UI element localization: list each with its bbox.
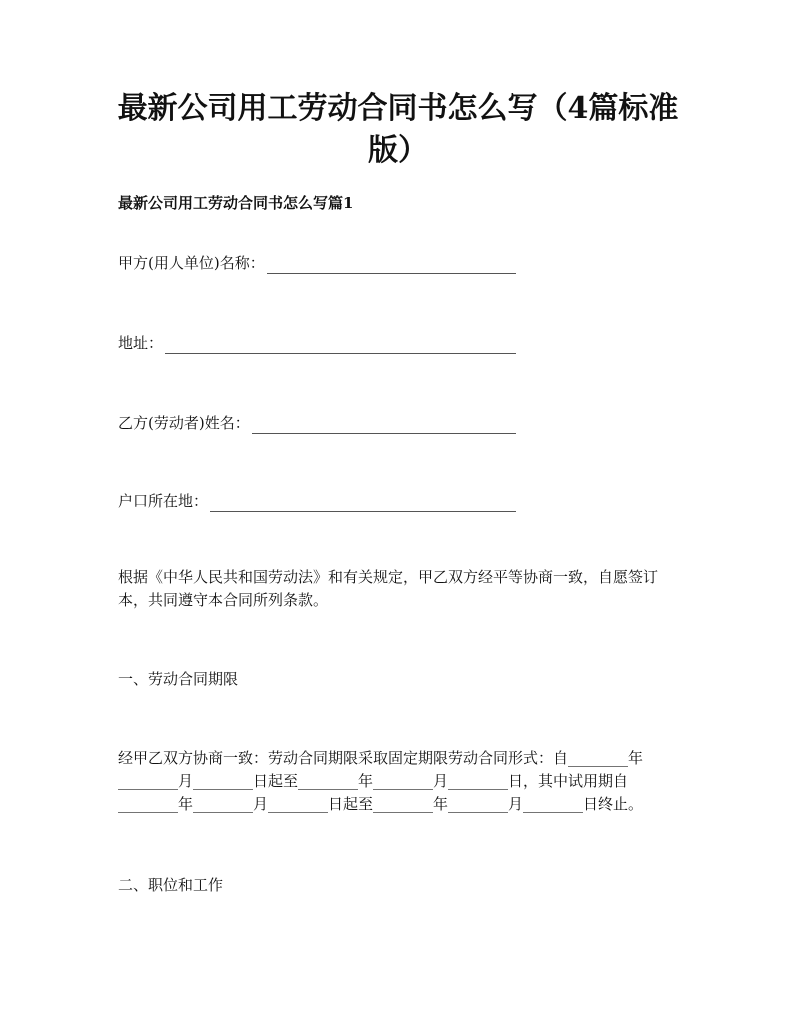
field-household-registration (118, 490, 516, 512)
field-employee-name (118, 412, 516, 434)
blank-line (267, 256, 516, 274)
section-title: 最新公司用工劳动合同书怎么写篇1 (118, 194, 354, 212)
field-label: 甲方(用人单位)名称： (118, 254, 265, 272)
intro-paragraph: 根据《中华人民共和国劳动法》和有关规定，甲乙双方经平等协商一致，自愿签订 本，共同遵守本合同所列条款。 (118, 568, 659, 609)
field-employer-name (118, 252, 516, 274)
blank-line (165, 336, 516, 354)
document-title: 最新公司用工劳动合同书怎么写（4篇标准版） (117, 91, 679, 168)
field-address (118, 332, 516, 354)
term-paragraph: 经甲乙双方协商一致：劳动合同期限采取固定期限劳动合同形式：自________年 ________月________日起至________年________月________日，其中试用期自 ________年________月________日起至________年________月________日终止。 (118, 749, 644, 813)
heading-contract-term: 一、劳动合同期限 (118, 670, 239, 688)
field-label: 乙方(劳动者)姓名： (118, 414, 250, 432)
heading-position-and-work: 二、职位和工作 (118, 876, 224, 894)
field-label: 地址： (118, 334, 164, 352)
field-label: 户口所在地： (118, 492, 209, 510)
blank-line (252, 416, 516, 434)
blank-line (210, 494, 516, 512)
